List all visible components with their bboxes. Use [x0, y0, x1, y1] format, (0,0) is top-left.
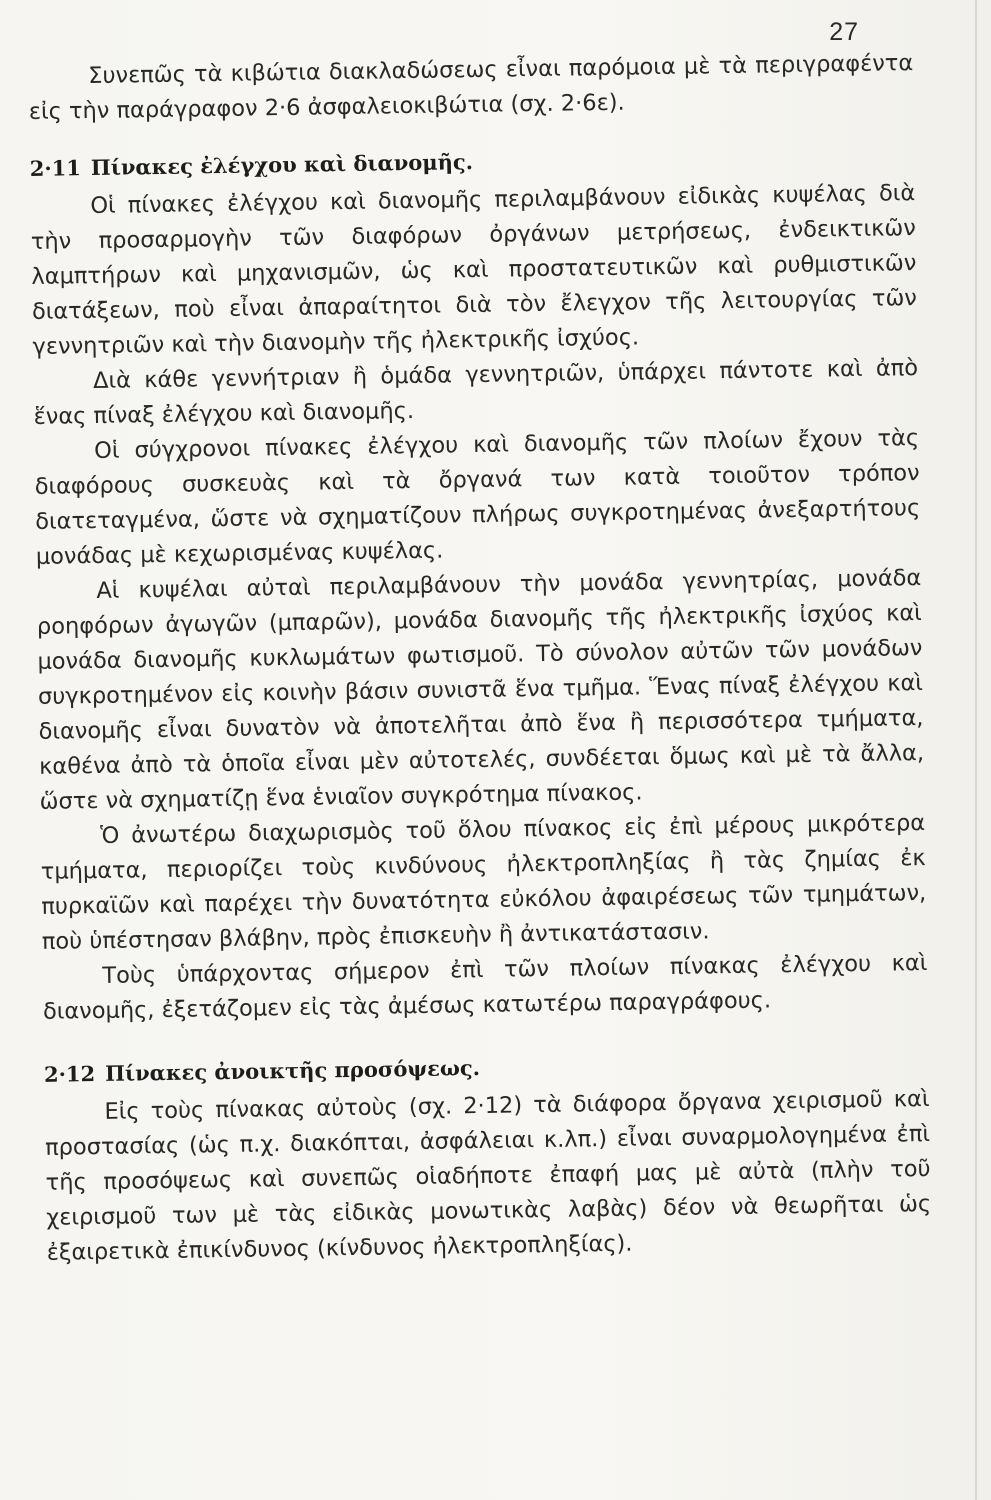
section-title: Πίνακες ἀνοικτῆς προσόψεως.: [104, 1055, 481, 1086]
section-number: 2·12: [43, 1061, 96, 1087]
section-number: 2·11: [29, 155, 82, 181]
page-edge: [975, 0, 977, 1500]
paragraph-7: Τοὺς ὑπάρχοντας σήμερον ἐπὶ τῶν πλοίων πίνακας ἐλέγχου καὶ διανομῆς, ἐξετάζομεν εἰς τὰς ἀμέσως κατωτέρω παραγράφους.: [42, 949, 928, 1025]
paragraph-4: Οἱ σύγχρονοι πίνακες ἐλέγχου καὶ διανομῆς τῶν πλοίων ἔχουν τὰς διαφόρους συσκευὰς καὶ τὰ ὄργανά των κατὰ τοιοῦτον τρόπον διατεταγμένα, ὥστε νὰ σχηματίζουν πλήρως συγκροτημένας ἀνεξαρτήτους μονάδας μὲ κεχωρισμένας κυψέλας.: [34, 425, 921, 570]
section-title: Πίνακες ἐλέγχου καὶ διανομῆς.: [90, 149, 474, 181]
paragraph-3: Διὰ κάθε γεννήτριαν ἢ ὁμάδα γεννητριῶν, ὑπάρχει πάντοτε καὶ ἀπὸ ἕνας πίναξ ἐλέγχου καὶ διανομῆς.: [33, 355, 919, 430]
paragraph-1: Συνεπῶς τὰ κιβώτια διακλαδώσεως εἶναι παρόμοια μὲ τὰ περιγραφέντα εἰς τὴν παράγραφον 2·6 ἀσφαλειοκιβώτια (σχ. 2·6ε).: [28, 50, 914, 125]
paragraph-2: Οἱ πίνακες ἐλέγχου καὶ διανομῆς περιλαμβάνουν εἰδικὰς κυψέλας διὰ τὴν προσαρμογὴν τῶν διαφόρων ὀργάνων μετρήσεως, ἐνδεικτικῶν λαμπτήρων καὶ μηχανισμῶν, ὡς καὶ προστατευτικῶν καὶ ρυθμιστικῶν διατάξεων, ποὺ εἶναι ἀπαραίτητοι διὰ τὸν ἔλεγχον τῆς λειτουργίας τῶν γεννητριῶν καὶ τὴν διανομὴν τῆς ἠλεκτρικῆς ἰσχύος.: [30, 180, 918, 360]
paragraph-6: Ὁ ἀνωτέρω διαχωρισμὸς τοῦ ὅλου πίνακος εἰς ἐπὶ μέρους μικρότερα τμήματα, περιορίζει τοὺς κινδύνους ἠλεκτροπληξίας ἢ τὰς ζημίας ἐκ πυρκαϊῶν καὶ παρέχει τὴν δυνατότητα εὐκόλου ἀφαιρέσεως τῶν τμημάτων, ποὺ ὑπέστησαν βλάβην, πρὸς ἐπισκευὴν ἢ ἀντικατάστασιν.: [40, 810, 927, 955]
paragraph-8: Εἰς τοὺς πίνακας αὐτοὺς (σχ. 2·12) τὰ διάφορα ὄργανα χειρισμοῦ καὶ προστασίας (ὡς π.χ. διακόπται, ἀσφάλειαι κ.λπ.) εἶναι συναρμολογημένα ἐπὶ τῆς προσόψεως καὶ συνεπῶς οἱαδήποτε ἐπαφή μας μὲ αὐτὰ (πλὴν τοῦ χειρισμοῦ των μὲ τὰς εἰδικὰς μονωτικὰς λαβὰς) δέον νὰ θεωρῆται ὡς ἐξαιρετικὰ ἐπικίνδυνος (κίνδυνος ἠλεκτροπληξίας).: [44, 1085, 932, 1266]
page-body: [28, 44, 932, 1271]
page-number: 27: [829, 18, 859, 46]
paragraph-5: Αἱ κυψέλαι αὐταὶ περιλαμβάνουν τὴν μονάδα γεννητρίας, μονάδα ροηφόρων ἀγωγῶν (μπαρῶν), μονάδα διανομῆς τῆς ἠλεκτρικῆς ἰσχύος καὶ μονάδα διανομῆς κυκλωμάτων φωτισμοῦ. Τὸ σύνολον αὐτῶν τῶν μονάδων συγκροτημένον εἰς κοινὴν βάσιν συνιστᾶ ἕνα τμῆμα. Ἕνας πίναξ ἐλέγχου καὶ διανομῆς εἶναι δυνατὸν νὰ ἀποτελῆται ἀπὸ ἕνα ἢ περισσότερα τμήματα, καθένα ἀπὸ τὰ ὁποῖα εἶναι μὲν αὐτοτελές, συνδέεται ὅμως καὶ μὲ τὰ ἄλλα, ὥστε νὰ σχηματίζῃ ἕνα ἑνιαῖον συγκρότημα πίνακος.: [36, 565, 925, 815]
